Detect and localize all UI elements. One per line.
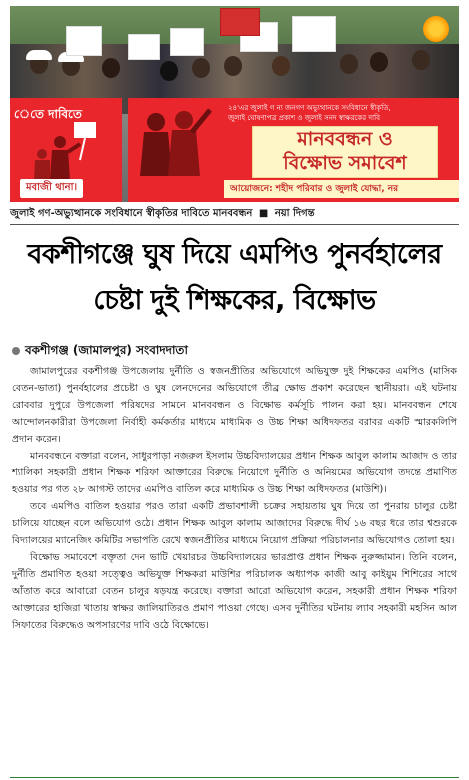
protester-illustration [30, 120, 110, 182]
flower-decoration [421, 14, 451, 44]
banner-title-line-1: মানববন্ধন ও [297, 128, 393, 150]
protest-art [132, 102, 218, 176]
banner-organiser: আয়োজনে: শহীদ পরিবার ও জুলাই যোদ্ধা, নর [224, 180, 459, 198]
paragraph: মানববন্ধনে বক্তারা বলেন, সাধুরপাড়া নজরুল ইসলাম উচ্চবিদ্যালয়ের প্রধান শিক্ষক আবুল কালাম আজাদ ও তার শ্যালিকা সহকারী প্রধান শিক্ষক শরিফা আক্তারের বিরুদ্ধে নিয়োগে দুর্নীতি ও অনিয়মের অভিযোগ তদন্তে প্রমাণিত হওয়ার পর গত ২৮ আগস্ট তাদের এমপিও বাতিল করে মাধ্যমিক ও উচ্চ শিক্ষা অধিদফতর (মাউশি)। [12, 450, 457, 496]
banner-subtitle-1: ২৪'এর জুলাই গ ন্য জনগণ অভ্যুত্থানকে সংবিধানে স্বীকৃতি, [228, 104, 391, 112]
banner-title-line-2: বিক্ষোভ সমাবেশ [283, 152, 407, 174]
main-banner [128, 98, 459, 202]
article-body [12, 364, 457, 635]
placard [220, 8, 260, 36]
paragraph: জামালপুরের বকশীগঞ্জ উপজেলায় দুর্নীতি ও স্বজনপ্রীতির অভিযোগে অভিযুক্ত দুই শিক্ষকের এমপিও (মাসিক বেতন-ভাতা) পুনর্বহালের প্রচেষ্টা ও ঘুষ লেনদেনের অভিযোগে তীব্র ক্ষোভ প্রকাশ করেছেন স্থানীয়রা। এই ঘটনায় রোববার দুপুরে উপজেলা পরিষদের সামনে মানববন্ধন ও বিক্ষোভ কর্মসূচি পালন করা হয়। মানববন্ধন শেষে আন্দোলনকারীরা উপজেলা নির্বাহী কর্মকর্তার মাধ্যমে মাধ্যমিক ও উচ্চ শিক্ষা অধিদফতর বরাবর একটি স্মারকলিপি প্রদান করেন। [12, 366, 457, 445]
byline [12, 342, 188, 362]
placard [66, 26, 102, 56]
headline-line-2: চেষ্টা দুই শিক্ষকের, বিক্ষোভ [93, 285, 376, 316]
left-banner-footer: মবাজী থানা। [20, 179, 83, 198]
banner-title-box [252, 126, 438, 178]
caption-text: জুলাই গণ-অভ্যুত্থানকে সংবিধানে স্বীকৃতির দাবিতে মানববন্ধন [10, 208, 253, 219]
byline-text: বকশীগঞ্জ (জামালপুর) সংবাদদাতা [25, 343, 188, 357]
square-icon: ■ [258, 208, 269, 219]
paragraph: তবে এমপিও বাতিল হওয়ার পরও তারা একটি প্রভাবশালী চক্রের সহায়তায় ঘুষ দিয়ে তা পুনরায় চালুর চেষ্টা চালিয়ে যাচ্ছেন বলে অভিযোগ ওঠে। প্রধান শিক্ষক আবুল কালাম আজাদের বিরুদ্ধে দীর্ঘ ১৬ বছর ধরে তার শ্বশুরকে বিদ্যালয়ের ম্যানেজিং কমিটির সভাপতি রেখে স্বজনপ্রীতির মাধ্যমে নিয়োগ প্রক্রিয়া পরিচালনার অভিযোগও তোলা হয়। [12, 501, 457, 547]
placard [128, 34, 160, 60]
left-banner [10, 98, 122, 202]
bottom-border [10, 777, 459, 778]
protest-photo [10, 6, 459, 202]
left-banner-text: েতে দাবিতে [14, 107, 82, 121]
headline-line-1: বকশীগঞ্জে ঘুষ দিয়ে এমপিও পুনর্বহালের [27, 239, 442, 270]
placard [170, 28, 204, 56]
divider [10, 224, 459, 225]
paragraph: বিক্ষোভ সমাবেশে বক্তৃতা দেন ভাটি খেয়ারচর উচ্চবিদ্যালয়ের ভারপ্রাপ্ত প্রধান শিক্ষক নুরুজ্জামান। তিনি বলেন, দুর্নীতি প্রমাণিত হওয়া সত্ত্বেও অভিযুক্ত শিক্ষকরা মাউশির পরিচালক অধ্যাপক কাজী আবু কাইয়ুম শিশিরের সাথে আঁতাত করে আবারো বেতন চালুর ষড়যন্ত্র করেছে। বক্তারা আরো অভিযোগ করেন, সহকারী প্রধান শিক্ষক শরিফা আক্তারের হাজিরা খাতায় স্বাক্ষর জালিয়াতিরও প্রমাণ পাওয়া গেছে। এসব দুর্নীতির ঘটনায় ল্যাব সহকারী মহসিন আল সিফাতের বিরুদ্ধেও অপসারণের দাবি ওঠে বিক্ষোভে। [12, 551, 457, 631]
placard [292, 16, 336, 52]
banner-subtitle-2: জুলাই ঘোষণাপত্র প্রকাশ ও জুলাই সনদ স্বাক্ষরকের দাবি [228, 114, 380, 122]
headline [10, 232, 459, 324]
photo-caption [10, 206, 459, 223]
grey-dot-icon [12, 347, 20, 355]
caption-source: নয়া দিগন্ত [274, 208, 315, 219]
